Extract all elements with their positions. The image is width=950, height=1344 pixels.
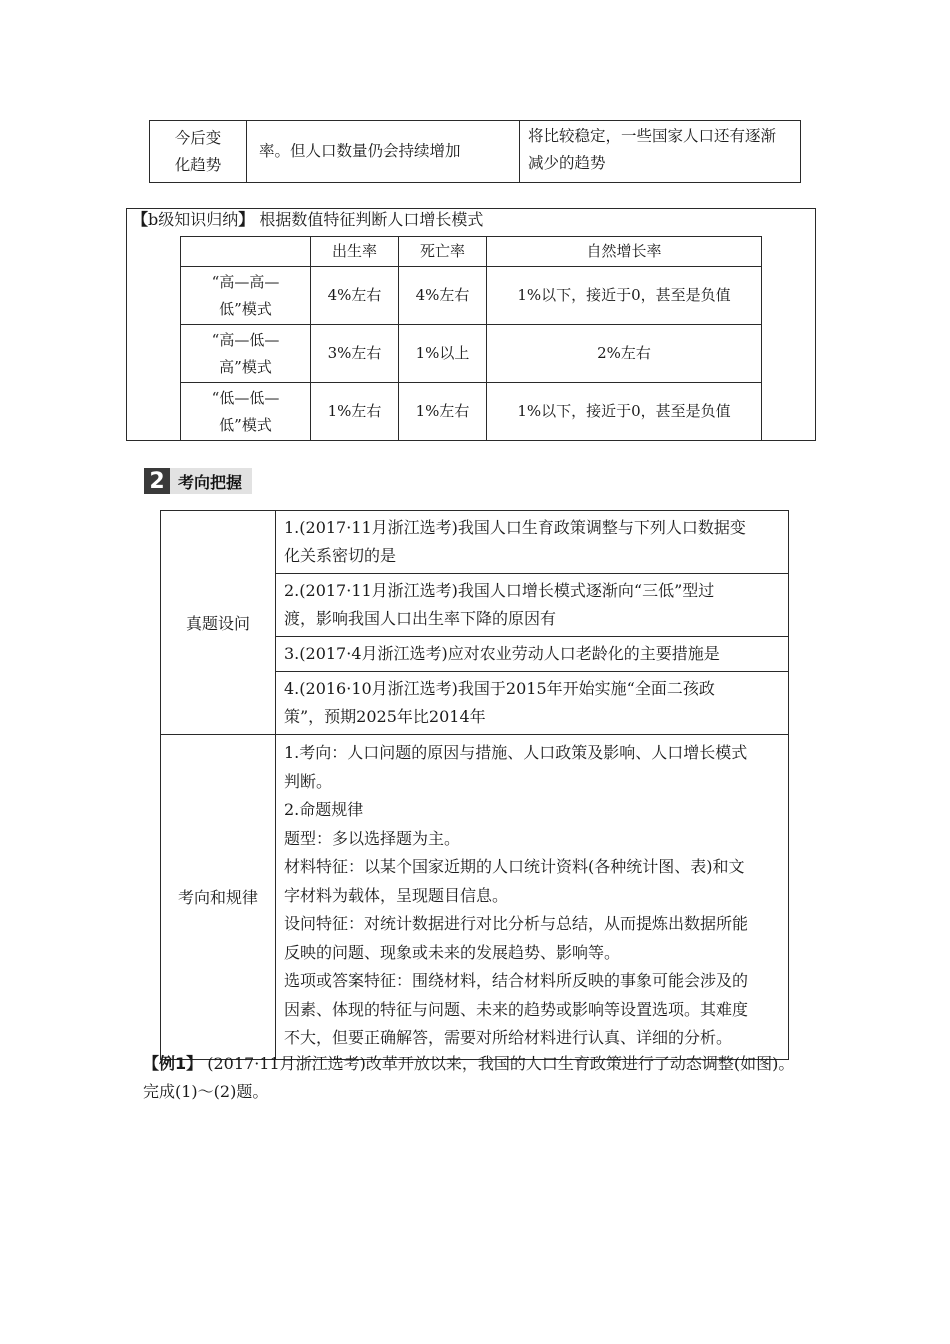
mode-line: 低”模式	[219, 415, 272, 434]
rules-row	[161, 735, 789, 1060]
table-row	[181, 267, 762, 325]
rules-line: 材料特征：以某个国家近期的人口统计资料(各种统计图、表)和文	[284, 857, 745, 876]
table-row	[181, 383, 762, 441]
list-item	[276, 637, 788, 672]
mode-cell	[181, 325, 311, 383]
list-item	[276, 574, 788, 637]
trend-right-line: 减少的趋势	[528, 154, 606, 172]
question-line: 策”，预期2025年比2014年	[284, 707, 486, 726]
knowledge-title	[132, 208, 483, 232]
mode-line: “高—高—	[211, 272, 280, 291]
title-bracket-open: 【	[132, 210, 149, 229]
rules-label: 考向和规律	[161, 735, 276, 1060]
rules-line: 2.命题规律	[284, 800, 364, 819]
natural-cell: 1%以下，接近于0，甚至是负值	[487, 383, 762, 441]
section-number-badge: 2	[144, 468, 170, 494]
trend-label-cell	[150, 121, 247, 183]
rules-line: 不大，但要正确解答，需要对所给材料进行认真、详细的分析。	[284, 1028, 733, 1047]
birth-cell: 3%左右	[311, 325, 399, 383]
example-line: 完成(1)～(2)题。	[143, 1082, 269, 1101]
title-text: 根据数值特征判断人口增长模式	[254, 210, 484, 229]
question-line: 2.(2017·11月浙江选考)我国人口增长模式逐渐向“三低”型过	[284, 581, 715, 600]
rules-line: 选项或答案特征：围绕材料，结合材料所反映的事象可能会涉及的	[284, 971, 749, 990]
question-line: 4.(2016·10月浙江选考)我国于2015年开始实施“全面二孩政	[284, 679, 715, 698]
question-line: 1.(2017·11月浙江选考)我国人口生育政策调整与下列人口数据变	[284, 518, 746, 537]
birth-cell: 4%左右	[311, 267, 399, 325]
table-row	[181, 325, 762, 383]
header-cell-birth: 出生率	[311, 237, 399, 267]
trend-middle-text: 率。但人口数量仍会持续增加	[259, 142, 461, 160]
trend-label-line: 化趋势	[174, 155, 222, 174]
question-item	[276, 574, 788, 637]
natural-cell: 1%以下，接近于0，甚至是负值	[487, 267, 762, 325]
death-cell: 1%左右	[399, 383, 487, 441]
question-item	[276, 672, 788, 735]
question-item	[276, 511, 788, 574]
trend-table-fragment	[149, 120, 801, 183]
mode-cell	[181, 267, 311, 325]
rules-line: 字材料为载体，呈现题目信息。	[284, 885, 509, 905]
header-cell-death: 死亡率	[399, 237, 487, 267]
example-paragraph	[143, 1050, 823, 1106]
question-line: 渡，影响我国人口出生率下降的原因有	[284, 609, 557, 628]
example-text: (2017·11月浙江选考)改革开放以来，我国的人口生育政策进行了动态调整(如图)。	[202, 1054, 795, 1073]
trend-cell-right	[520, 121, 801, 183]
question-line: 化关系密切的是	[284, 546, 397, 565]
rules-line: 题型：多以选择题为主。	[284, 828, 461, 848]
section-title: 考向把握	[170, 468, 252, 494]
header-cell-natural: 自然增长率	[487, 237, 762, 267]
table-header-row	[181, 237, 762, 267]
question-item	[276, 637, 788, 672]
birth-cell: 1%左右	[311, 383, 399, 441]
example-line	[143, 1050, 823, 1078]
section-header	[144, 468, 252, 494]
rules-line: 判断。	[284, 771, 333, 791]
list-item	[276, 511, 788, 574]
question-line: 3.(2017·4月浙江选考)应对农业劳动人口老龄化的主要措施是	[284, 644, 720, 663]
real-questions-row	[161, 511, 789, 735]
title-bracket-close: 】	[238, 210, 255, 229]
real-questions-label: 真题设问	[161, 511, 276, 735]
list-item	[276, 672, 788, 735]
questions-list	[276, 511, 788, 734]
analysis-table	[160, 510, 789, 1060]
trend-right-line: 将比较稳定，一些国家人口还有逐渐	[528, 127, 777, 145]
natural-cell: 2%左右	[487, 325, 762, 383]
header-cell-empty	[181, 237, 311, 267]
trend-label-line: 今后变	[174, 128, 222, 147]
death-cell: 4%左右	[399, 267, 487, 325]
mode-line: 低”模式	[219, 299, 272, 318]
mode-line: 高”模式	[219, 357, 272, 376]
growth-mode-table	[180, 236, 762, 441]
questions-cell	[276, 511, 789, 735]
rules-line: 因素、体现的特征与问题、未来的趋势或影响等设置选项。其难度	[284, 999, 749, 1019]
rules-line: 1.考向：人口问题的原因与措施、人口政策及影响、人口增长模式	[284, 743, 748, 762]
rules-cell	[276, 735, 789, 1060]
trend-cell-middle	[247, 121, 520, 183]
mode-line: “低—低—	[211, 388, 280, 407]
example-label: 【例1】	[143, 1054, 203, 1073]
mode-line: “高—低—	[211, 330, 280, 349]
mode-cell	[181, 383, 311, 441]
rules-line: 设问特征：对统计数据进行对比分析与总结，从而提炼出数据所能	[284, 914, 749, 933]
death-cell: 1%以上	[399, 325, 487, 383]
title-label: b级知识归纳	[148, 210, 239, 229]
rules-line: 反映的问题、现象或未来的发展趋势、影响等。	[284, 942, 621, 962]
